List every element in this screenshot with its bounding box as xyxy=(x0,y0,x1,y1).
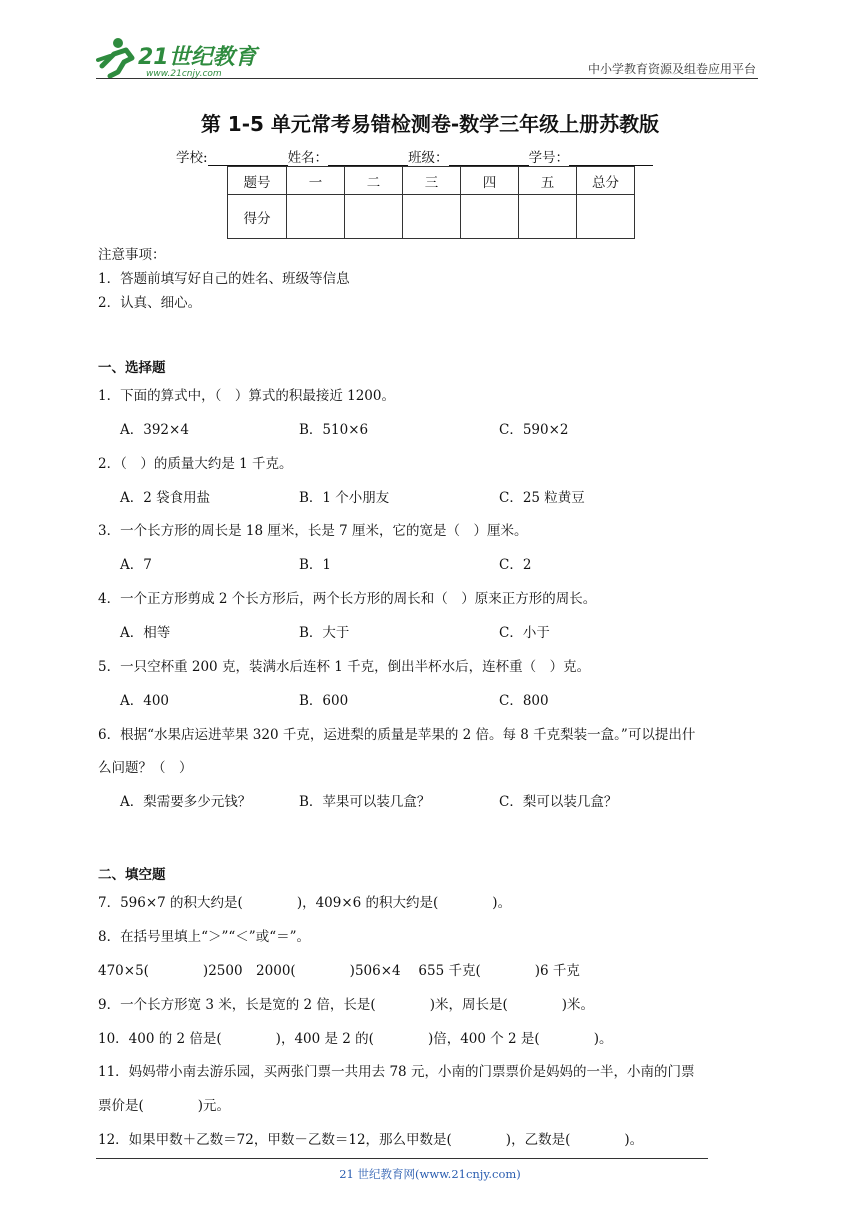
name-label: 姓名： xyxy=(287,150,329,166)
score-cell[interactable] xyxy=(403,195,461,239)
score-table-header-row xyxy=(228,167,635,195)
option-a: A．400 xyxy=(120,693,170,709)
option-a: A．2 袋食用盐 xyxy=(120,490,211,506)
class-field[interactable] xyxy=(449,151,529,166)
question-10: 10．400 的 2 倍是( )，400 是 2 的( )倍，400 个 2 是( )。 xyxy=(98,1031,613,1047)
option-c: C．800 xyxy=(499,693,549,709)
notes-item: 1．答题前填写好自己的姓名、班级等信息 xyxy=(98,271,350,287)
score-cell[interactable] xyxy=(519,195,577,239)
question-7: 7．596×7 的积大约是( )，409×6 的积大约是( )。 xyxy=(98,895,512,911)
option-c: C．小于 xyxy=(499,625,550,641)
school-label: 学校: xyxy=(176,150,208,166)
option-b: B．苹果可以装几盒？ xyxy=(299,794,431,810)
school-field[interactable] xyxy=(208,151,288,166)
question-8: 8．在括号里填上“＞”“＜”或“＝”。 xyxy=(98,929,310,945)
question-6: 6．根据“水果店运进苹果 320 千克，运进梨的质量是苹果的 2 倍。每 8 千克梨装一盒。”可以提出什 xyxy=(98,727,696,743)
option-b: B．1 个小朋友 xyxy=(299,490,390,506)
option-c: C．2 xyxy=(499,557,532,573)
score-cell[interactable] xyxy=(345,195,403,239)
footer-divider xyxy=(96,1158,708,1159)
option-a: A．相等 xyxy=(120,625,171,641)
question-4: 4．一个正方形剪成 2 个长方形后，两个长方形的周长和（ ）原来正方形的周长。 xyxy=(98,591,597,607)
notes-item: 2．认真、细心。 xyxy=(98,295,202,311)
score-header-cell: 三 xyxy=(403,167,461,195)
question-6-continued: 么问题？（ ） xyxy=(98,760,193,776)
question-1: 1．下面的算式中，（ ）算式的积最接近 1200。 xyxy=(98,388,395,404)
notes xyxy=(98,243,350,315)
number-label: 学号： xyxy=(528,150,570,166)
footer-link[interactable]: 21 世纪教育网(www.21cnjy.com) xyxy=(339,1167,521,1181)
page-title: 第 1-5 单元常考易错检测卷-数学三年级上册苏教版 xyxy=(200,112,660,136)
option-b: B．600 xyxy=(299,693,349,709)
notes-title: 注意事项： xyxy=(98,247,166,263)
score-header-cell: 总分 xyxy=(577,167,635,195)
score-header-cell: 二 xyxy=(345,167,403,195)
score-cell[interactable] xyxy=(577,195,635,239)
score-header-cell: 题号 xyxy=(228,167,287,195)
class-label: 班级： xyxy=(408,150,449,166)
question-11: 11．妈妈带小南去游乐园，买两张门票一共用去 78 元，小南的门票票价是妈妈的一半，小南的门票 xyxy=(98,1064,695,1080)
option-a: A．7 xyxy=(120,557,152,573)
question-8-items: 470×5( )2500 2000( )506×4 655 千克( )6 千克 xyxy=(98,963,580,979)
option-c: C．590×2 xyxy=(499,422,569,438)
site-logo xyxy=(96,36,266,80)
question-11-continued: 票价是( )元。 xyxy=(98,1098,231,1114)
option-b: B．大于 xyxy=(299,625,350,641)
runner-icon xyxy=(98,38,132,76)
question-5: 5．一只空杯重 200 克，装满水后连杯 1 千克，倒出半杯水后，连杯重（ ）克。 xyxy=(98,659,591,675)
score-header-cell: 四 xyxy=(461,167,519,195)
question-12: 12．如果甲数＋乙数＝72，甲数－乙数＝12，那么甲数是( )，乙数是( )。 xyxy=(98,1132,644,1148)
question-3: 3．一个长方形的周长是 18 厘米，长是 7 厘米，它的宽是（ ）厘米。 xyxy=(98,523,528,539)
score-row-label: 得分 xyxy=(228,195,287,239)
option-c: C．梨可以装几盒？ xyxy=(499,794,618,810)
score-table-row xyxy=(228,195,635,239)
name-field[interactable] xyxy=(328,151,408,166)
number-field[interactable] xyxy=(569,151,653,166)
option-b: B．510×6 xyxy=(299,422,369,438)
score-cell[interactable] xyxy=(287,195,345,239)
score-header-cell: 一 xyxy=(287,167,345,195)
student-info-line xyxy=(176,146,653,166)
option-c: C．25 粒黄豆 xyxy=(499,490,585,506)
option-a: A．梨需要多少元钱？ xyxy=(120,794,252,810)
score-table xyxy=(227,166,635,239)
logo-url: www.21cnjy.com xyxy=(146,69,222,79)
logo-text: 21世纪教育 xyxy=(138,45,257,70)
score-cell[interactable] xyxy=(461,195,519,239)
header-platform-text: 中小学教育资源及组卷应用平台 xyxy=(587,62,756,76)
option-a: A．392×4 xyxy=(120,422,189,438)
option-b: B．1 xyxy=(299,557,332,573)
header-divider xyxy=(96,78,758,79)
score-header-cell: 五 xyxy=(519,167,577,195)
question-9: 9．一个长方形宽 3 米，长是宽的 2 倍，长是( )米，周长是( )米。 xyxy=(98,997,594,1013)
question-2: 2．（ ）的质量大约是 1 千克。 xyxy=(98,456,293,472)
section-title-fill: 二、填空题 xyxy=(98,867,166,883)
section-title-choice: 一、选择题 xyxy=(98,360,166,376)
